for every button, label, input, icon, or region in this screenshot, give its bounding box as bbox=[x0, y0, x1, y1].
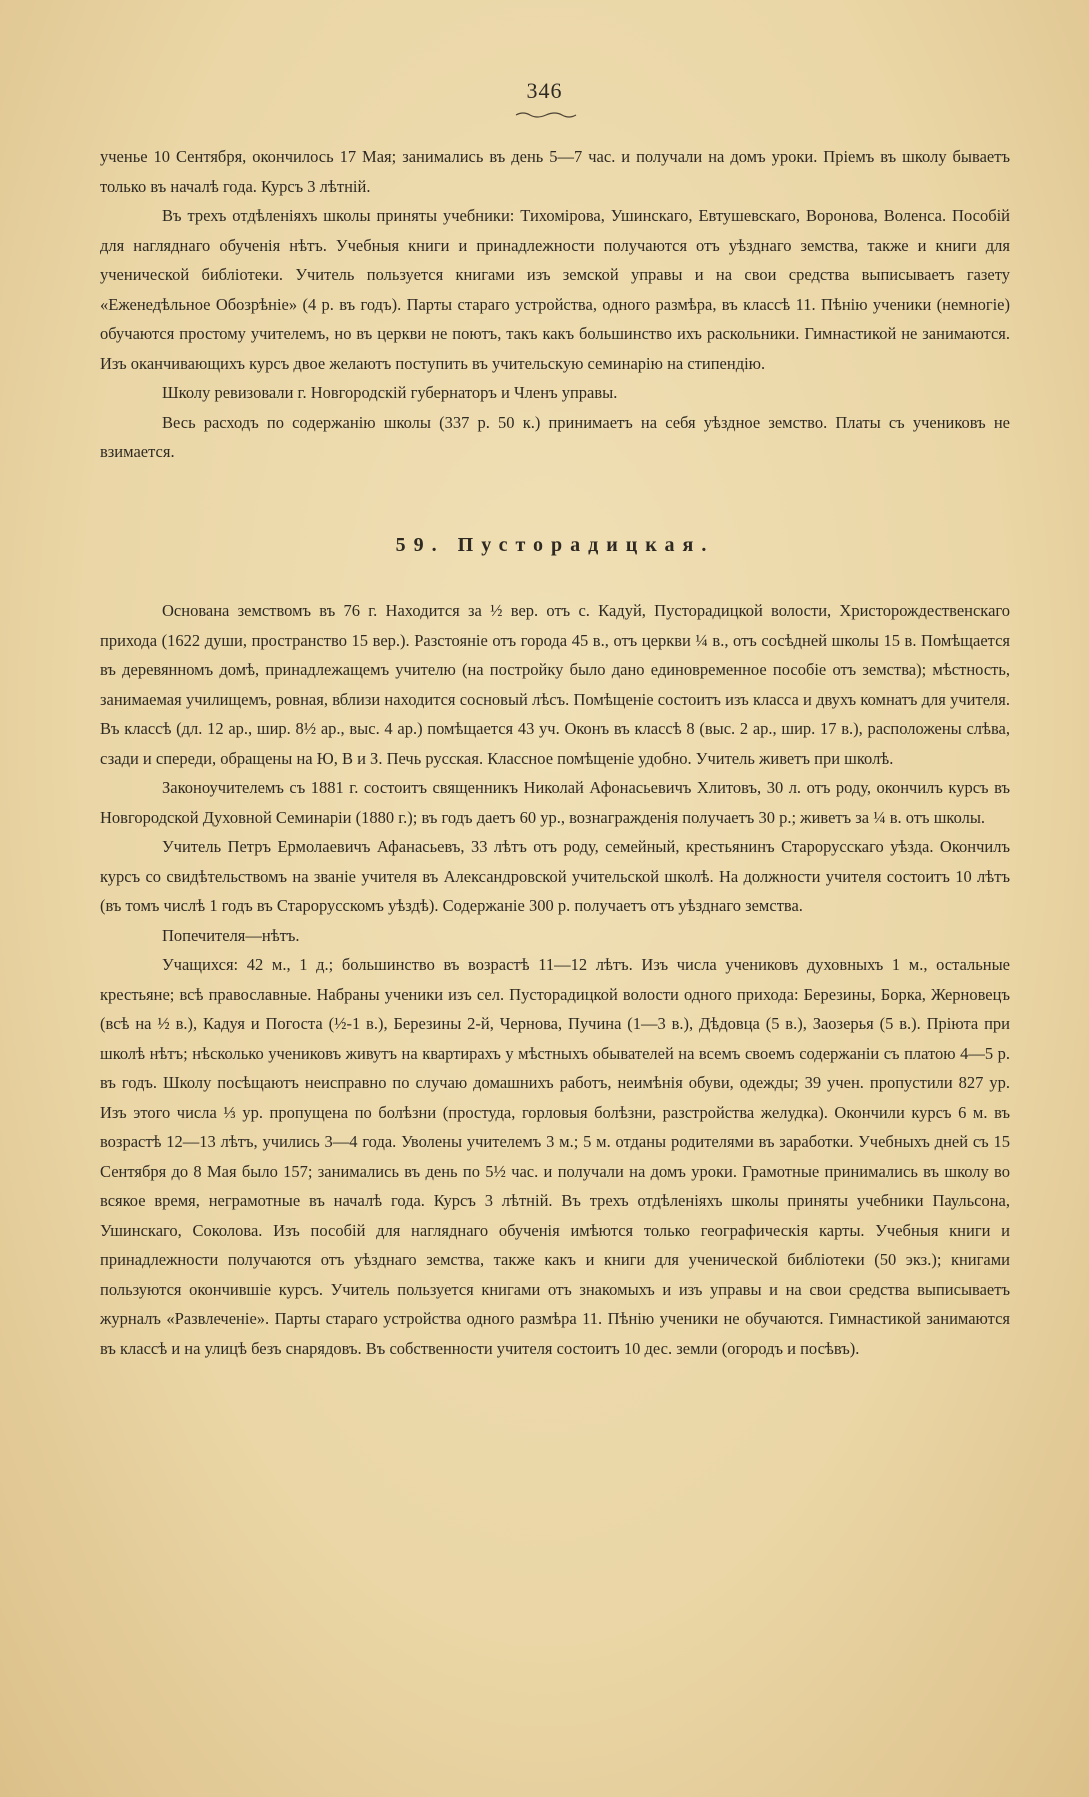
paragraph-students: Учащихся: 42 м., 1 д.; большинство въ возрастѣ 11—12 лѣтъ. Изъ числа учениковъ духовныхъ 1 м., остальные крестьяне; всѣ православные. Набраны ученики изъ сел. Пусторадицкой волости одного прихода: Березины, Борка, Жерновецъ (всѣ на ½ в.), Кадуя и Погоста (½-1 в.), Березины 2-й, Чернова, Пучина (1—3 в.), Дѣдовца (5 в.), Заозерья (5 в.). Пріюта при школѣ нѣтъ; нѣсколько учениковъ живутъ на квартирахъ у мѣстныхъ обывателей на всемъ своемъ содержаніи съ платою 4—5 р. въ годъ. Школу посѣщаютъ неисправно по случаю домашнихъ работъ, неимѣнія обуви, одежды; 39 учен. пропустили 827 ур. Изъ этого числа ⅓ ур. пропущена по болѣзни (простуда, горловыя болѣзни, разстройства желудка). Окончили курсъ 6 м. въ возрастѣ 12—13 лѣтъ, учились 3—4 года. Уволены учителемъ 3 м.; 5 м. отданы родителями въ заработки. Учебныхъ дней съ 15 Сентября до 8 Мая было 157; занимались въ день по 5½ час. и получали на домъ уроки. Грамотные принимались въ школу во всякое время, неграмотные въ началѣ года. Курсъ 3 лѣтній. Въ трехъ отдѣленіяхъ школы приняты учебники Паульсона, Ушинскаго, Соколова. Изъ пособій для нагляднаго обученія имѣются только географическія карты. Учебныя книги и принадлежности получаются отъ уѣзднаго земства, также какъ и книги для ученической библіотеки (50 экз.); книгами пользуются окончившіе курсъ. Учитель пользуется книгами отъ знакомыхъ и изъ управы и на свои средства выписываетъ журналъ «Развлеченіе». Парты стараго устройства одного размѣра 11. Пѣнію ученики не обучаются. Гимнастикой занимаются въ классѣ и на улицѣ безъ снарядовъ. Въ собственности учителя состоитъ 10 дес. земли (огородъ и посѣвъ). bbox=[100, 955, 1010, 1358]
paragraph-teacher: Учитель Петръ Ермолаевичъ Афанасьевъ, 33 лѣтъ отъ роду, семейный, крестьянинъ Старорусскаго уѣзда. Окончилъ курсъ со свидѣтельствомъ на званіе учителя въ Александровской учительской школѣ. На должности учителя состоитъ 10 лѣтъ (въ томъ числѣ 1 годъ въ Старорусскомъ уѣздѣ). Содержаніе 300 р. получаетъ отъ уѣзднаго земства. bbox=[100, 837, 1010, 915]
paragraph-religion-teacher: Законоучителемъ съ 1881 г. состоитъ священникъ Николай Афонасьевичъ Хлитовъ, 30 л. отъ роду, окончилъ курсъ въ Новгородской Духовной Семинаріи (1880 г.); въ годъ даетъ 60 ур., вознагражденія получаетъ 30 р.; живетъ за ¼ в. отъ школы. bbox=[100, 778, 1010, 827]
paragraph-expenses: Весь расходъ по содержанію школы (337 р. 50 к.) принимаетъ на себя уѣздное земство. Платы съ учениковъ не взимается. bbox=[100, 412, 1010, 461]
paragraph-inspection: Школу ревизовали г. Новгородскій губернаторъ и Членъ управы. bbox=[162, 383, 618, 402]
paragraph-textbooks: Въ трехъ отдѣленіяхъ школы приняты учебники: Тихомірова, Ушинскаго, Евтушевскаго, Воронова, Воленса. Пособій для нагляднаго обученія нѣтъ. Учебныя книги и принадлежности получаются отъ уѣзднаго земства, также и книги для ученической библіотеки. Учитель пользуется книгами изъ земской управы и на свои средства выписываетъ газету «Еженедѣльное Обозрѣніе» (4 р. въ годъ). Парты стараго устройства, одного размѣра, въ классѣ 11. Пѣнію ученики (немногіе) обучаются простому учителемъ, но въ церкви не поютъ, такъ какъ большинство ихъ раскольники. Гимнастикой не занимаются. Изъ оканчивающихъ курсъ двое желаютъ поступить въ учительскую семинарію на стипендію. bbox=[100, 206, 1010, 373]
ornament-divider bbox=[515, 110, 577, 118]
paragraph-continuation: ученье 10 Сентября, окончилось 17 Мая; занимались въ день 5—7 час. и получали на домъ уроки. Пріемъ въ школу бываетъ только въ началѣ года. Курсъ 3 лѣтній. bbox=[100, 147, 1010, 196]
paragraph-founding: Основана земствомъ въ 76 г. Находится за ½ вер. отъ с. Кадуй, Пусторадицкой волости, Христорождественскаго прихода (1622 души, пространство 15 вер.). Разстояніе отъ города 45 в., отъ церкви ¼ в., отъ сосѣдней школы 15 в. Помѣщается въ деревянномъ домѣ, принадлежащемъ учителю (на постройку было дано единовременное пособіе отъ земства); мѣстность, занимаемая училищемъ, ровная, вблизи находится сосновый лѣсъ. Помѣщеніе состоитъ изъ класса и двухъ комнатъ для учителя. Въ классѣ (дл. 12 ар., шир. 8½ ар., выс. 4 ар.) помѣщается 43 уч. Оконъ въ классѣ 8 (выс. 2 ар., шир. 17 в.), расположены слѣва, сзади и спереди, обращены на Ю, В и З. Печь русская. Классное помѣщеніе удобно. Учитель живетъ при школѣ. bbox=[100, 601, 1010, 768]
section-heading: 59. Пусторадицкая. bbox=[395, 533, 715, 556]
page-content bbox=[100, 142, 1010, 1363]
paragraph-trustees: Попечителя—нѣтъ. bbox=[162, 925, 300, 945]
page-number: 346 bbox=[526, 78, 563, 103]
